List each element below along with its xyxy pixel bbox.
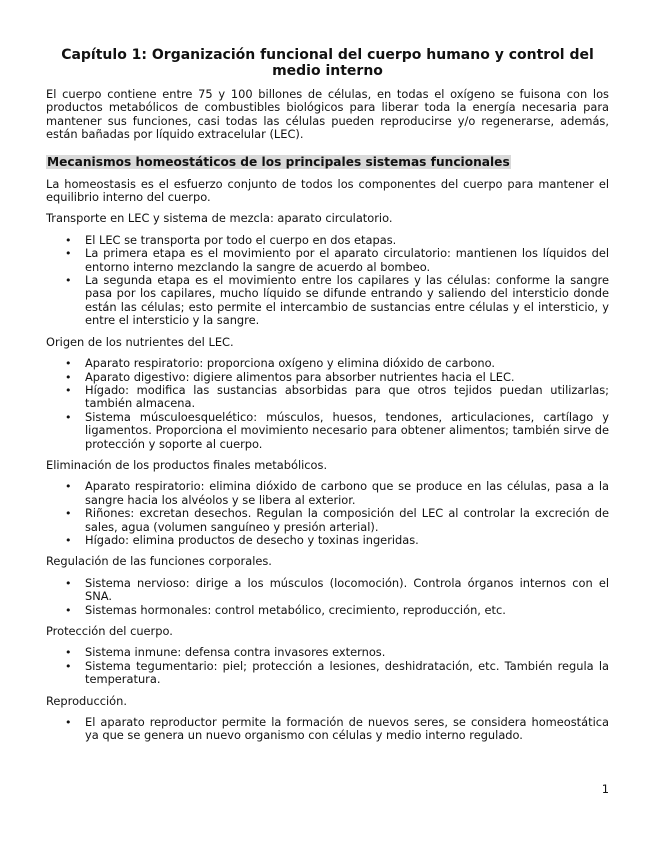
list-item: • Aparato respiratorio: elimina dióxido de carbono que se produce en las células, pasa a la sangre hacia los alvéolos y se libera al exterior. bbox=[85, 480, 609, 507]
list-item: • El LEC se transporta por todo el cuerpo en dos etapas. bbox=[85, 234, 609, 247]
section-label-reproduccion: Reproducción. bbox=[46, 693, 127, 708]
bullet-list-eliminacion bbox=[46, 480, 609, 547]
list-item: • Riñones: excretan desechos. Regulan la composición del LEC al controlar la excreción de sales, agua (volumen sanguíneo y presión arterial). bbox=[85, 507, 609, 534]
section-label-origen: Origen de los nutrientes del LEC. bbox=[46, 334, 234, 349]
section-label-proteccion: Protección del cuerpo. bbox=[46, 624, 173, 638]
section-label-regulacion: Regulación de las funciones corporales. bbox=[46, 554, 272, 569]
section-label-eliminacion: Eliminación de los productos finales metabólicos. bbox=[46, 457, 328, 472]
list-item: • Sistema tegumentario: piel; protección a lesiones, deshidratación, etc. También regula la temperatura. bbox=[85, 660, 609, 687]
section-label-transporte: Transporte en LEC y sistema de mezcla: aparato circulatorio. bbox=[46, 211, 393, 226]
list-item: • La segunda etapa es el movimiento entre los capilares y las células: conforme la sangre pasa por los capilares, mucho líquido se difunde entrando y saliendo del intersticio donde están las células; esto permite el intercambio de sustancias entre células y el intersticio, y entre el intersticio y la sangre. bbox=[85, 274, 609, 328]
list-item: • Aparato digestivo: digiere alimentos para absorber nutrientes hacia el LEC. bbox=[85, 371, 609, 384]
list-item: • Hígado: modifica las sustancias absorbidas para que otros tejidos puedan utilizarlas; también almacena. bbox=[85, 384, 609, 411]
list-item: • El aparato reproductor permite la formación de nuevos seres, se considera homeostática ya que se genera un nuevo organismo con células y medio interno regulado. bbox=[85, 716, 609, 743]
section-heading-text: Mecanismos homeostáticos de los principales sistemas funcionales bbox=[47, 154, 510, 169]
bullet-list-regulacion bbox=[46, 577, 609, 617]
list-item: • Sistema inmune: defensa contra invasores externos. bbox=[85, 646, 609, 659]
bullet-list-proteccion bbox=[46, 646, 609, 686]
intro-paragraph: El cuerpo contiene entre 75 y 100 billones de células, en todas el oxígeno se fuisona con los productos metabólicos de combustibles biológicos para liberar toda la energía necesaria para mantener sus funciones, casi todas las células pueden reproducirse y/o regenerarse, además, están bañadas por líquido extracelular (LEC). bbox=[46, 87, 609, 142]
list-item: • Aparato respiratorio: proporciona oxígeno y elimina dióxido de carbono. bbox=[85, 357, 609, 370]
homeostasis-paragraph: La homeostasis es el esfuerzo conjunto de todos los componentes del cuerpo para mantener el equilibrio interno del cuerpo. bbox=[46, 176, 609, 205]
page-number: 1 bbox=[601, 782, 609, 796]
list-item: • Sistema nervioso: dirige a los músculos (locomoción). Controla órganos internos con el SNA. bbox=[85, 577, 609, 604]
bullet-list-origen bbox=[46, 357, 609, 451]
list-item: • Sistema músculoesquelético: músculos, huesos, tendones, articulaciones, cartílago y ligamentos. Proporciona el movimiento necesario para obtener alimentos; también sirve de protección y soporte al cuerpo. bbox=[85, 411, 609, 451]
list-item: • Sistemas hormonales: control metabólico, crecimiento, reproducción, etc. bbox=[85, 604, 609, 617]
bullet-list-reproduccion bbox=[46, 716, 609, 743]
list-item: • Hígado: elimina productos de desecho y toxinas ingeridas. bbox=[85, 534, 609, 547]
list-item: • La primera etapa es el movimiento por el aparato circulatorio: mantienen los líquidos del entorno interno mezclando la sangre de acuerdo al bombeo. bbox=[85, 247, 609, 274]
chapter-title: Capítulo 1: Organización funcional del cuerpo humano y control del medio interno bbox=[61, 47, 594, 79]
section-heading bbox=[46, 155, 609, 170]
bullet-list-transporte bbox=[46, 234, 609, 328]
